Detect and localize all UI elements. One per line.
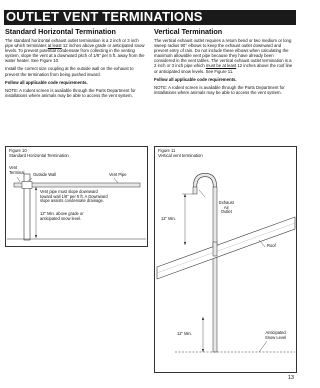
min-grade-note: 12" Min. above grade or anticipated snow level.	[40, 211, 84, 221]
slope-note: Vent pipe must slope downward toward wall 1/8" per 5 ft. A Downward slope assists condensate drainage.	[40, 189, 108, 204]
figure-11-caption: Figure 11 Vertical vent termination	[158, 148, 203, 158]
exhaust-outlet	[193, 187, 197, 194]
min-top-label: 12" Min.	[161, 216, 176, 221]
vent-terminal-label: Vent Terminal	[9, 165, 25, 175]
coupling	[22, 182, 32, 189]
figure-10-caption: Figure 10 Standard Horizontal Termination	[9, 148, 69, 158]
horizontal-termination-paragraph: The standard horizontal exhaust outlet termination is a 2 inch or 3 inch pipe which terminates at least 12 inches above grade or anticipated snow levels. To prevent potential condensate from collecting in the venting system, slope the vent at a downward pitch of 1/8" per 5 ft. away from the water heater. See Figure 10.	[5, 38, 145, 64]
figure-10	[5, 146, 148, 247]
roof-label: Roof	[267, 243, 276, 248]
rodent-screen-note: NOTE: A rodent screen is available through the Parts Department for installations where animals may be able to access the vent system.	[154, 84, 285, 95]
coupling-paragraph: Install the correct size coupling at the outside wall on the exhaust to prevent the termination from being pushed inward.	[5, 66, 134, 77]
page-number: 13	[287, 375, 294, 381]
min-bottom-label: 12" Min.	[177, 331, 192, 336]
rodent-screen-note: NOTE: A rodent screen is available through the Parts Department for installations where animals may be able to access the vent system.	[5, 87, 136, 98]
vertical-termination-heading: Vertical Termination	[154, 27, 223, 36]
title-banner	[4, 10, 296, 25]
left-column	[5, 27, 146, 101]
vertical-vent-pipe	[213, 187, 217, 352]
outside-wall-label: Outside Wall	[33, 172, 57, 177]
exhaust-outlet-label: Exhaust Air Outlet	[219, 200, 234, 215]
code-requirements-text: Follow all applicable code requirements.	[5, 79, 88, 85]
vertical-termination-paragraph: The vertical exhaust outlet requires a return bend or two medium or long sweep radius 90° elbows to keep the exhaust outlet downward and prevent entry of rain. Do not include these elbows when calculating the maximum allowable vent pipe because they have already been considered in the vent tables. The vertical exhaust outlet termination is a 2 inch or 3 inch pipe which must be at least 12 inches above the roof line or anticipated snow levels. See Figure 11.	[154, 38, 293, 74]
figure-11	[154, 146, 297, 373]
code-requirements-text: Follow all applicable code requirements.	[154, 76, 237, 82]
horizontal-termination-heading: Standard Horizontal Termination	[5, 27, 116, 36]
right-column	[154, 27, 295, 98]
vent-pipe-label: Vent Pipe	[109, 172, 127, 177]
vent-pipe	[14, 183, 140, 187]
page-title: OUTLET VENT TERMINATIONS	[6, 9, 203, 24]
snow-level-label: Anticipated Snow Level	[265, 330, 287, 340]
